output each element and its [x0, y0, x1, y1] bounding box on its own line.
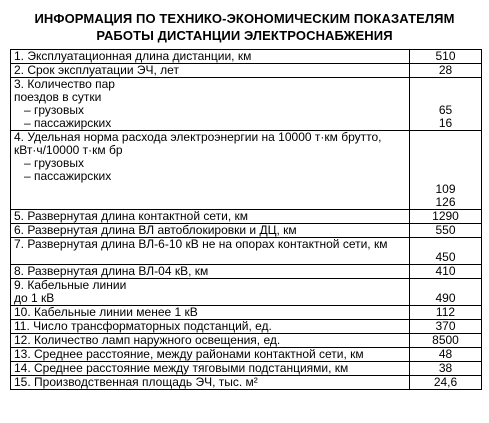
indicator-value: 48	[438, 347, 453, 361]
indicator-value: 410	[435, 264, 456, 278]
indicator-label-cell	[11, 306, 410, 320]
indicator-label-cell	[11, 265, 410, 279]
table-row	[11, 334, 482, 348]
indicator-label-line: 12. Количество ламп наружного освещения, ед.	[14, 333, 281, 347]
table-row	[11, 131, 482, 210]
indicator-value-cell	[410, 64, 482, 78]
indicator-value: 109	[435, 182, 456, 196]
table-row	[11, 320, 482, 334]
indicator-value-cell	[410, 279, 482, 306]
indicator-label-cell	[11, 131, 410, 210]
indicator-label-line: – грузовых	[14, 103, 84, 117]
indicator-value-cell	[410, 224, 482, 238]
indicator-label-line: – пассажирских	[14, 116, 112, 130]
indicator-label-cell	[11, 238, 410, 265]
indicator-label-cell	[11, 78, 410, 131]
table-row	[11, 306, 482, 320]
indicator-value: 510	[435, 49, 456, 63]
indicator-value: 65	[438, 103, 453, 117]
indicator-label-line: 6. Развернутая длина ВЛ автоблокировки и ДЦ, км	[14, 223, 297, 237]
indicator-value: 24,6	[433, 375, 458, 389]
title-line-2: РАБОТЫ ДИСТАНЦИИ ЭЛЕКТРОСНАБЖЕНИЯ	[96, 28, 393, 43]
indicator-value-cell	[410, 50, 482, 64]
indicator-value-cell	[410, 78, 482, 131]
indicator-value-cell	[410, 362, 482, 376]
indicator-label-cell	[11, 279, 410, 306]
indicator-label-line: 10. Кабельные линии менее 1 кВ	[14, 305, 198, 319]
table-row	[11, 64, 482, 78]
indicator-value: 112	[435, 305, 456, 319]
indicator-value-cell	[410, 334, 482, 348]
table-row	[11, 348, 482, 362]
table-row	[11, 376, 482, 390]
table-row	[11, 362, 482, 376]
indicator-value-cell	[410, 265, 482, 279]
indicator-label-line: 5. Развернутая длина контактной сети, км	[14, 209, 248, 223]
indicator-value: 28	[438, 63, 453, 77]
indicator-label-line: – пассажирских	[14, 169, 112, 183]
indicator-value: 370	[435, 319, 456, 333]
indicator-value-cell	[410, 238, 482, 265]
indicators-table	[10, 49, 482, 390]
indicator-label-line	[14, 196, 406, 209]
indicator-value: 450	[435, 250, 456, 264]
indicator-label-line: 9. Кабельные линии	[14, 278, 127, 292]
table-row	[11, 238, 482, 265]
indicator-label-line	[14, 183, 406, 196]
indicator-value-cell	[410, 320, 482, 334]
table-row	[11, 279, 482, 306]
indicator-value-cell	[410, 210, 482, 224]
indicator-value: 16	[438, 116, 453, 130]
indicator-label-cell	[11, 64, 410, 78]
indicator-label-cell	[11, 50, 410, 64]
indicator-label-line: 2. Срок эксплуатации ЭЧ, лет	[14, 63, 179, 77]
indicator-value: 8500	[432, 333, 459, 347]
indicator-label-cell	[11, 224, 410, 238]
indicator-label-cell	[11, 334, 410, 348]
document-title	[0, 10, 489, 44]
indicator-label-line	[14, 251, 406, 264]
indicator-label-line: – грузовых	[14, 156, 84, 170]
table-row	[11, 210, 482, 224]
indicator-label-line: 11. Число трансформаторных подстанций, ед.	[14, 319, 272, 333]
indicator-value: 38	[438, 361, 453, 375]
indicator-label-cell	[11, 210, 410, 224]
indicator-label-line: 3. Количество пар	[14, 77, 115, 91]
indicator-value: 1290	[432, 209, 459, 223]
table-row	[11, 50, 482, 64]
indicator-label-cell	[11, 376, 410, 390]
table-row	[11, 224, 482, 238]
indicator-label-cell	[11, 348, 410, 362]
indicator-value: 126	[435, 195, 456, 209]
indicator-label-line: кВт·ч/10000 т·км бр	[14, 143, 123, 157]
indicator-label-line: 1. Эксплуатационная длина дистанции, км	[14, 49, 252, 63]
table-row	[11, 265, 482, 279]
indicator-label-line: 13. Среднее расстояние, между районами контактной сети, км	[14, 347, 364, 361]
indicator-label-line: 14. Среднее расстояние между тяговыми подстанциями, км	[14, 361, 349, 375]
indicators-table-body	[11, 50, 482, 390]
table-row	[11, 78, 482, 131]
indicator-label-cell	[11, 362, 410, 376]
indicator-value-cell	[410, 376, 482, 390]
indicator-label-line: до 1 кВ	[14, 291, 55, 305]
title-line-1: ИНФОРМАЦИЯ ПО ТЕХНИКО-ЭКОНОМИЧЕСКИМ ПОКАЗАТЕЛЯМ	[34, 11, 455, 26]
indicator-value-cell	[410, 131, 482, 210]
indicator-value: 550	[435, 223, 456, 237]
indicator-value-cell	[410, 306, 482, 320]
indicator-label-line: 4. Удельная норма расхода электроэнергии на 10000 т·км брутто,	[14, 130, 382, 144]
indicator-label-line: 8. Развернутая длина ВЛ-04 кВ, км	[14, 264, 209, 278]
indicator-value-cell	[410, 348, 482, 362]
indicator-label-cell	[11, 320, 410, 334]
indicator-label-line: 15. Производственная площадь ЭЧ, тыс. м²	[14, 375, 258, 389]
indicator-value: 490	[435, 291, 456, 305]
indicator-label-line: 7. Развернутая длина ВЛ-6-10 кВ не на опорах контактной сети, км	[14, 237, 388, 251]
indicator-label-line: поездов в сутки	[14, 90, 102, 104]
